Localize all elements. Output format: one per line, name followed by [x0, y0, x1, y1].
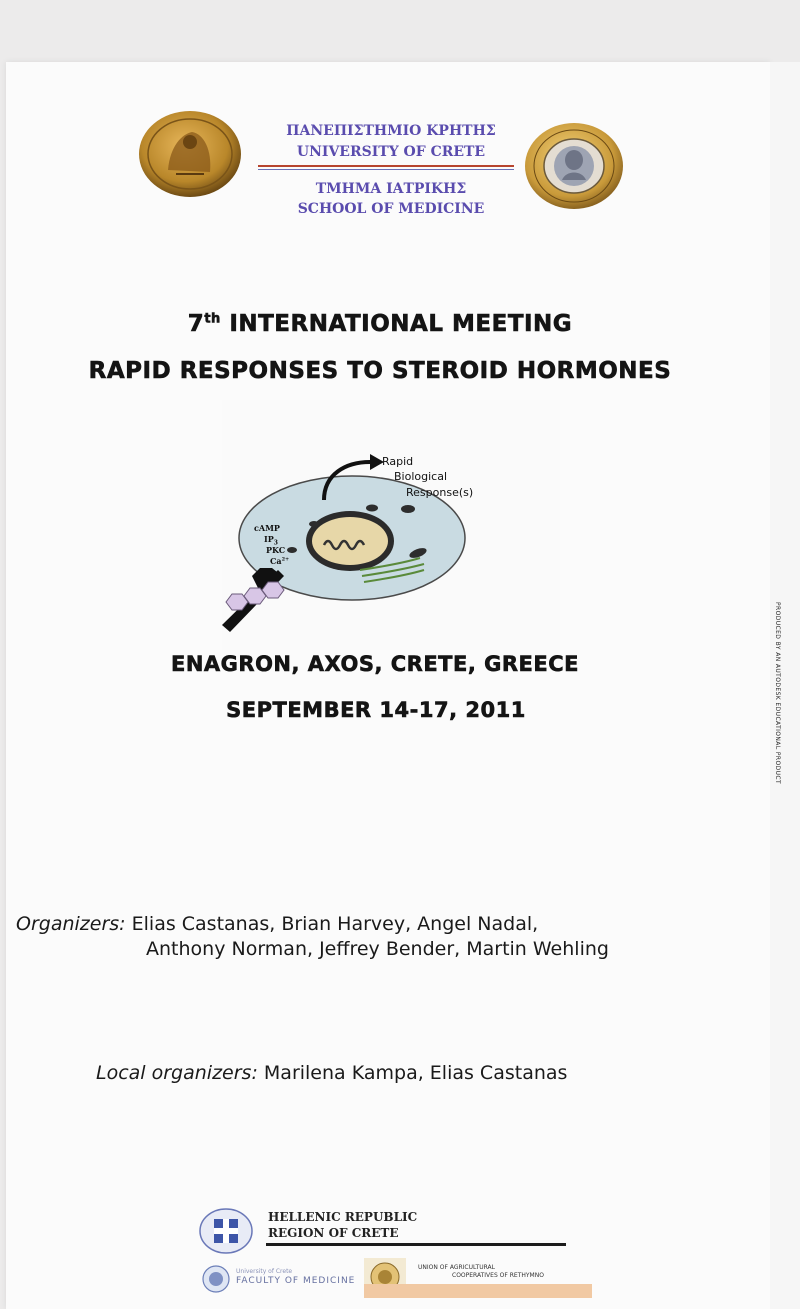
- local-organizers: [96, 1062, 567, 1084]
- hellenic-republic-emblem-icon: [198, 1207, 254, 1255]
- footer-hellenic-republic: HELLENIC REPUBLIC: [268, 1210, 418, 1224]
- university-name-greek: ΠΑΝΕΠΙΣΤΗΜΙΟ ΚΡΗΤΗΣ: [286, 123, 496, 139]
- organizers-label: Organizers:: [16, 913, 126, 935]
- footer-rule: [266, 1243, 566, 1246]
- venue-dates: SEPTEMBER 14-17, 2011: [226, 698, 526, 722]
- footer-union-line1: UNION OF AGRICULTURAL: [418, 1264, 495, 1271]
- diagram-label-ip3-sub: 3: [273, 539, 278, 547]
- diagram-label-camp: cAMP: [254, 523, 280, 533]
- school-name-english: SCHOOL OF MEDICINE: [297, 201, 485, 217]
- header-rule-red: [258, 165, 514, 167]
- local-organizers-label: Local organizers:: [96, 1062, 258, 1084]
- diagram-label-biological: Biological: [394, 470, 448, 483]
- university-name-english: UNIVERSITY OF CRETE: [296, 144, 486, 160]
- diagram-label-ca: [270, 556, 289, 566]
- local-organizers-names: Marilena Kampa, Elias Castanas: [263, 1062, 568, 1084]
- poster-sheet: [6, 62, 770, 1309]
- university-seal-icon: [138, 110, 242, 198]
- title-ordinal-suffix: th: [204, 311, 221, 327]
- autodesk-side-text: PRODUCED BY AN AUTODESK EDUCATIONAL PRODUCT: [774, 602, 781, 785]
- footer-union-line2: COOPERATIVES OF RETHYMNO: [452, 1272, 544, 1279]
- meeting-title-line2: RAPID RESPONSES TO STEROID HORMONES: [88, 358, 672, 384]
- faculty-of-medicine-logo-icon: [200, 1264, 232, 1294]
- title-line1-text: INTERNATIONAL MEETING: [229, 311, 573, 337]
- title-ordinal: 7: [187, 311, 205, 337]
- medicine-school-seal-icon: [524, 122, 624, 210]
- meeting-title-line1: [0, 311, 760, 337]
- footer-region-of-crete: REGION OF CRETE: [268, 1226, 399, 1240]
- organizers-names-1: Elias Castanas, Brian Harvey, Angel Nadal,: [131, 913, 539, 935]
- diagram-label-ip3-text: IP: [264, 534, 274, 544]
- diagram-label-pkc: PKC: [266, 545, 286, 555]
- footer-colored-band: [364, 1284, 592, 1298]
- diagram-label-rapid: Rapid: [382, 455, 414, 468]
- diagram-label-ca-text: Ca: [270, 556, 282, 566]
- diagram-label-responses: Response(s): [406, 486, 474, 499]
- footer-faculty-name: FACULTY OF MEDICINE: [236, 1276, 356, 1286]
- footer-faculty-small: University of Crete: [236, 1268, 293, 1275]
- header-rule-blue: [258, 169, 514, 170]
- organizers-line2: Anthony Norman, Jeffrey Bender, Martin Wehling: [146, 938, 609, 960]
- diagram-label-ca-sup: 2+: [281, 556, 290, 563]
- venue-location: ENAGRON, AXOS, CRETE, GREECE: [171, 652, 579, 676]
- school-name-greek: ΤΜΗΜΑ ΙΑΤΡΙΚΗΣ: [315, 181, 467, 197]
- organizers-line1: [16, 913, 538, 935]
